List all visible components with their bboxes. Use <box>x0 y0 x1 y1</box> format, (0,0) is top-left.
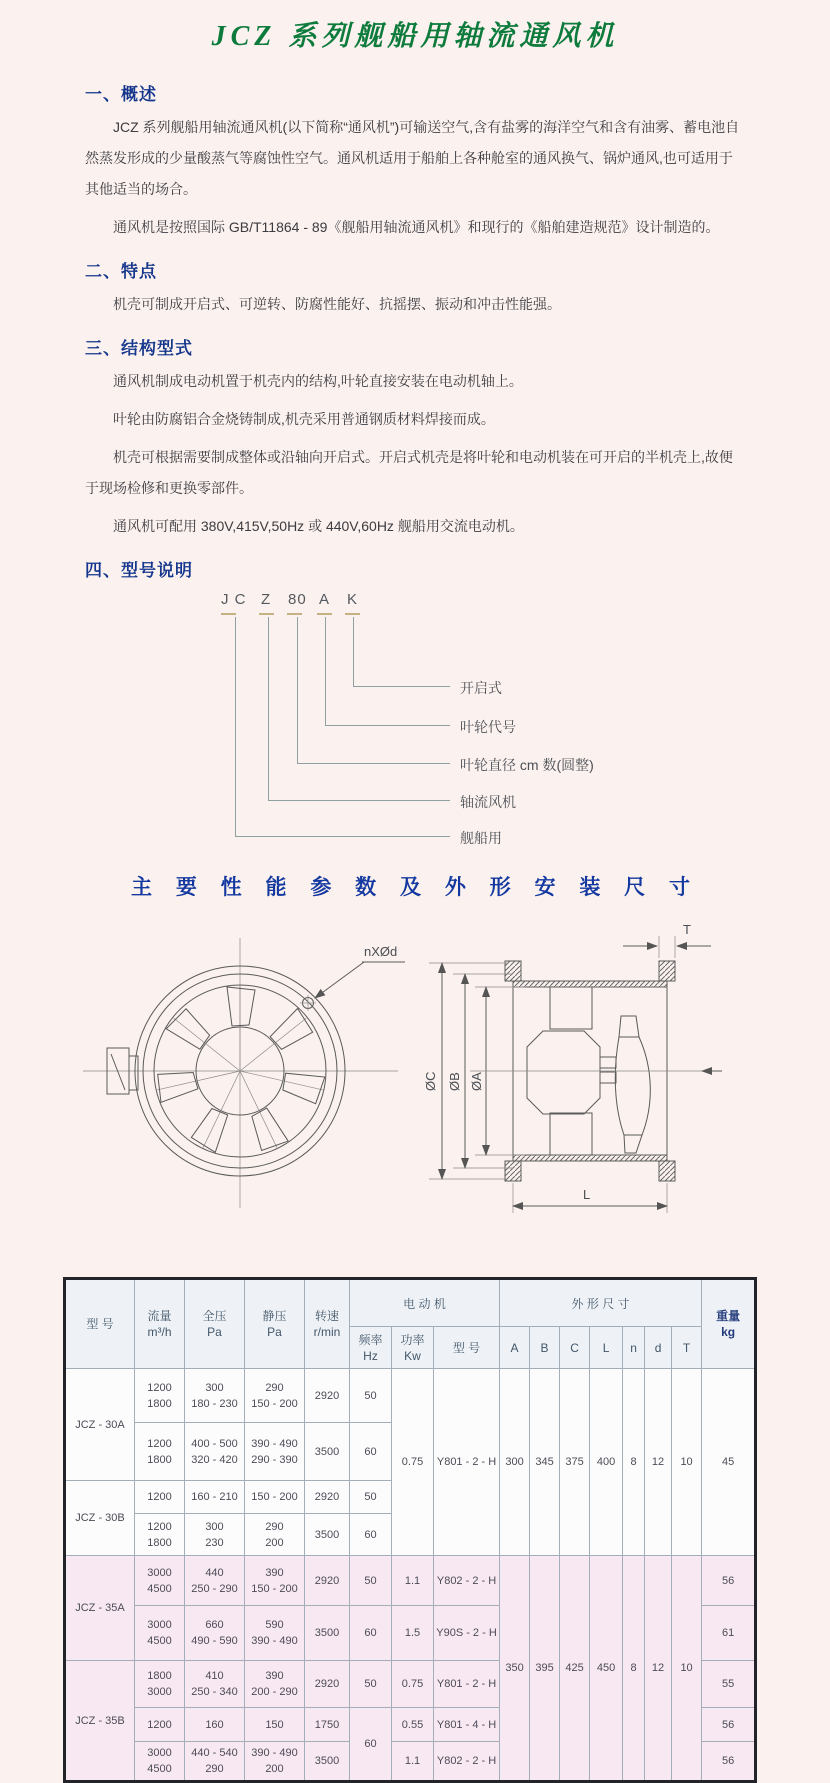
table-cell: 1800 3000 <box>135 1661 185 1708</box>
table-cell: 60 <box>350 1606 392 1661</box>
table-cell: 56 <box>702 1556 756 1606</box>
table-cell: 功率 Kw <box>392 1327 434 1369</box>
table-cell: JCZ - 30A <box>65 1369 135 1481</box>
table-cell: 0.55 <box>392 1708 434 1742</box>
motor-support-bottom <box>550 1113 592 1155</box>
table-cell: 345 <box>530 1369 560 1556</box>
table-cell: Y802 - 2 - H <box>434 1742 500 1782</box>
flange-top-right <box>659 961 675 981</box>
dim-label-l: L <box>583 1187 591 1202</box>
paragraph: 通风机制成电动机置于机壳内的结构,叶轮直接安装在电动机轴上。 <box>113 373 523 389</box>
table-cell: 150 - 200 <box>245 1481 305 1514</box>
paragraph: 机壳可根据需要制成整体或沿轴向开启式。开启式机壳是将叶轮和电动机装在可开启的半机壳上,故便于现场检修和更换零部件。 <box>85 449 733 496</box>
section-heading-structure: 三、结构型式 <box>85 339 193 358</box>
table-cell: 重量 kg <box>702 1279 756 1369</box>
table-cell: 300 <box>500 1369 530 1556</box>
table-cell: 3000 4500 <box>135 1742 185 1782</box>
paragraph: JCZ 系列舰船用轴流通风机(以下简称“通风机”)可输送空气,含有盐雾的海洋空气和含有油雾、蓄电池自然蒸发形成的少量酸蒸气等腐蚀性空气。通风机适用于船舶上各种舱室的通风换气、锅炉通风,也可适用于其他适当的场合。 <box>85 119 740 197</box>
table-cell: 290 150 - 200 <box>245 1369 305 1423</box>
table-cell: 440 250 - 290 <box>185 1556 245 1606</box>
code-underline <box>317 613 332 615</box>
table-cell: d <box>645 1327 672 1369</box>
table-cell: 1.1 <box>392 1556 434 1606</box>
table-cell: 375 <box>560 1369 590 1556</box>
blade-section <box>615 1016 650 1153</box>
table-cell: L <box>590 1327 623 1369</box>
section-heading-features: 二、特点 <box>85 262 157 281</box>
table-cell: Y801 - 2 - H <box>434 1369 500 1556</box>
table-cell: 型 号 <box>65 1279 135 1369</box>
table-cell: 300 180 - 230 <box>185 1369 245 1423</box>
table-cell: T <box>672 1327 702 1369</box>
table-cell: JCZ - 35A <box>65 1556 135 1661</box>
table-cell: 56 <box>702 1708 756 1742</box>
dim-label-t: T <box>683 922 691 937</box>
document-body <box>0 80 830 859</box>
table-cell: 1200 1800 <box>135 1514 185 1556</box>
table-cell: 外 形 尺 寸 <box>500 1279 702 1327</box>
table-cell: 50 <box>350 1661 392 1708</box>
code-underline <box>287 613 302 615</box>
table-cell: 3000 4500 <box>135 1556 185 1606</box>
section-heading-overview: 一、概述 <box>85 85 157 104</box>
table-cell: Y801 - 4 - H <box>434 1708 500 1742</box>
table-cell: Y802 - 2 - H <box>434 1556 500 1606</box>
table-cell: 2920 <box>305 1556 350 1606</box>
table-cell: 50 <box>350 1556 392 1606</box>
table-cell: 160 <box>185 1708 245 1742</box>
code-underline <box>221 613 236 615</box>
dim-label-c: ØC <box>423 1071 438 1091</box>
table-cell: 0.75 <box>392 1661 434 1708</box>
performance-heading: 主 要 性 能 参 数 及 外 形 安 装 尺 寸 <box>130 876 699 899</box>
installation-drawings <box>0 901 830 1253</box>
table-cell: 590 390 - 490 <box>245 1606 305 1661</box>
table-cell: 150 <box>245 1708 305 1742</box>
table-cell: 10 <box>672 1369 702 1556</box>
table-cell: 55 <box>702 1661 756 1708</box>
table-cell: B <box>530 1327 560 1369</box>
table-cell: 410 250 - 340 <box>185 1661 245 1708</box>
table-cell: 390 - 490 200 <box>245 1742 305 1782</box>
table-cell: 转速 r/min <box>305 1279 350 1369</box>
table-cell: Y90S - 2 - H <box>434 1606 500 1661</box>
code-part: Z <box>261 591 272 608</box>
table-cell: JCZ - 30B <box>65 1481 135 1556</box>
flange-bottom-left <box>505 1161 521 1181</box>
paragraph: 机壳可制成开启式、可逆转、防腐性能好、抗摇摆、振动和冲击性能强。 <box>113 296 561 312</box>
table-cell: 390 200 - 290 <box>245 1661 305 1708</box>
code-underline <box>345 613 360 615</box>
table-cell: n <box>623 1327 645 1369</box>
table-cell: 400 - 500 320 - 420 <box>185 1423 245 1481</box>
table-cell: 60 <box>350 1708 392 1782</box>
table-cell: 3500 <box>305 1742 350 1782</box>
code-label: 开启式 <box>460 680 502 696</box>
table-cell: Y801 - 2 - H <box>434 1661 500 1708</box>
code-part: K <box>347 591 359 608</box>
table-cell: 3500 <box>305 1423 350 1481</box>
bolt-leader-line <box>315 962 364 998</box>
spec-table-section <box>63 1277 830 1783</box>
motor-support-top <box>550 987 592 1029</box>
fan-front-view-drawing <box>65 906 405 1246</box>
flange-top-left <box>505 961 521 981</box>
table-cell: 1200 <box>135 1481 185 1514</box>
spec-table <box>63 1277 757 1783</box>
table-cell: A <box>500 1327 530 1369</box>
table-cell: 160 - 210 <box>185 1481 245 1514</box>
code-connector <box>235 617 450 837</box>
page-title: JCZ 系列舰船用轴流通风机 <box>211 21 619 52</box>
bolt-hole-symbol <box>300 995 316 1011</box>
table-cell: 300 230 <box>185 1514 245 1556</box>
table-cell: 1.1 <box>392 1742 434 1782</box>
table-cell: 频率 Hz <box>350 1327 392 1369</box>
code-part: 80 <box>288 591 307 608</box>
table-cell: 3500 <box>305 1606 350 1661</box>
code-label: 叶轮代号 <box>460 719 516 735</box>
motor-body <box>527 1031 600 1114</box>
table-cell: 全压 Pa <box>185 1279 245 1369</box>
table-cell: 电 动 机 <box>350 1279 500 1327</box>
table-cell: 390 150 - 200 <box>245 1556 305 1606</box>
table-cell: 350 <box>500 1556 530 1782</box>
table-cell: 395 <box>530 1556 560 1782</box>
table-cell: 1200 1800 <box>135 1423 185 1481</box>
table-cell: 10 <box>672 1556 702 1782</box>
spec-table-head <box>65 1279 756 1369</box>
bolt-hole-label: nXØd <box>364 944 398 959</box>
paragraph: 通风机可配用 380V,415V,50Hz 或 440V,60Hz 舰船用交流电动机。 <box>113 518 524 534</box>
table-cell: 流量 m³/h <box>135 1279 185 1369</box>
table-cell: 2920 <box>305 1661 350 1708</box>
table-cell: 12 <box>645 1556 672 1782</box>
fan-side-view-drawing <box>415 906 745 1246</box>
table-cell: JCZ - 35B <box>65 1661 135 1782</box>
table-cell: 静压 Pa <box>245 1279 305 1369</box>
model-code-diagram <box>145 587 745 859</box>
motor-shaft <box>600 1072 616 1083</box>
dim-label-b: ØB <box>447 1072 462 1091</box>
spec-table-body <box>65 1369 756 1782</box>
code-label: 叶轮直径 cm 数(圆整) <box>460 757 594 773</box>
table-cell: 2920 <box>305 1481 350 1514</box>
code-part: A <box>319 591 331 608</box>
table-cell: 60 <box>350 1423 392 1481</box>
table-cell: 290 200 <box>245 1514 305 1556</box>
code-part: J C <box>221 591 247 608</box>
flange-bottom-right <box>659 1161 675 1181</box>
table-cell: 1200 1800 <box>135 1369 185 1423</box>
table-cell: 56 <box>702 1742 756 1782</box>
paragraph: 叶轮由防腐铝合金烧铸制成,机壳采用普通钢质材料焊接而成。 <box>113 411 495 427</box>
table-cell: 3500 <box>305 1514 350 1556</box>
motor-shaft <box>600 1057 616 1068</box>
table-cell: 390 - 490 290 - 390 <box>245 1423 305 1481</box>
table-cell: 400 <box>590 1369 623 1556</box>
table-cell: C <box>560 1327 590 1369</box>
table-cell: 1750 <box>305 1708 350 1742</box>
table-cell: 440 - 540 290 <box>185 1742 245 1782</box>
table-cell: 12 <box>645 1369 672 1556</box>
table-cell: 3000 4500 <box>135 1606 185 1661</box>
code-label: 轴流风机 <box>460 794 516 810</box>
table-cell: 60 <box>350 1514 392 1556</box>
table-cell: 1200 <box>135 1708 185 1742</box>
table-cell: 660 490 - 590 <box>185 1606 245 1661</box>
code-label: 舰船用 <box>460 830 502 846</box>
table-cell: 2920 <box>305 1369 350 1423</box>
table-cell: 型 号 <box>434 1327 500 1369</box>
table-cell: 8 <box>623 1369 645 1556</box>
duct-bottom-wall <box>513 1155 667 1161</box>
table-cell: 50 <box>350 1369 392 1423</box>
table-cell: 1.5 <box>392 1606 434 1661</box>
table-cell: 425 <box>560 1556 590 1782</box>
code-underline <box>259 613 274 615</box>
section-heading-model-code: 四、型号说明 <box>85 561 193 580</box>
table-cell: 61 <box>702 1606 756 1661</box>
table-cell: 0.75 <box>392 1369 434 1556</box>
paragraph: 通风机是按照国际 GB/T11864 - 89《舰船用轴流通风机》和现行的《船舶建造规范》设计制造的。 <box>113 219 720 235</box>
table-cell: 8 <box>623 1556 645 1782</box>
table-cell: 50 <box>350 1481 392 1514</box>
dim-label-a: ØA <box>469 1072 484 1091</box>
table-cell: 450 <box>590 1556 623 1782</box>
table-cell: 45 <box>702 1369 756 1556</box>
duct-top-wall <box>513 981 667 987</box>
